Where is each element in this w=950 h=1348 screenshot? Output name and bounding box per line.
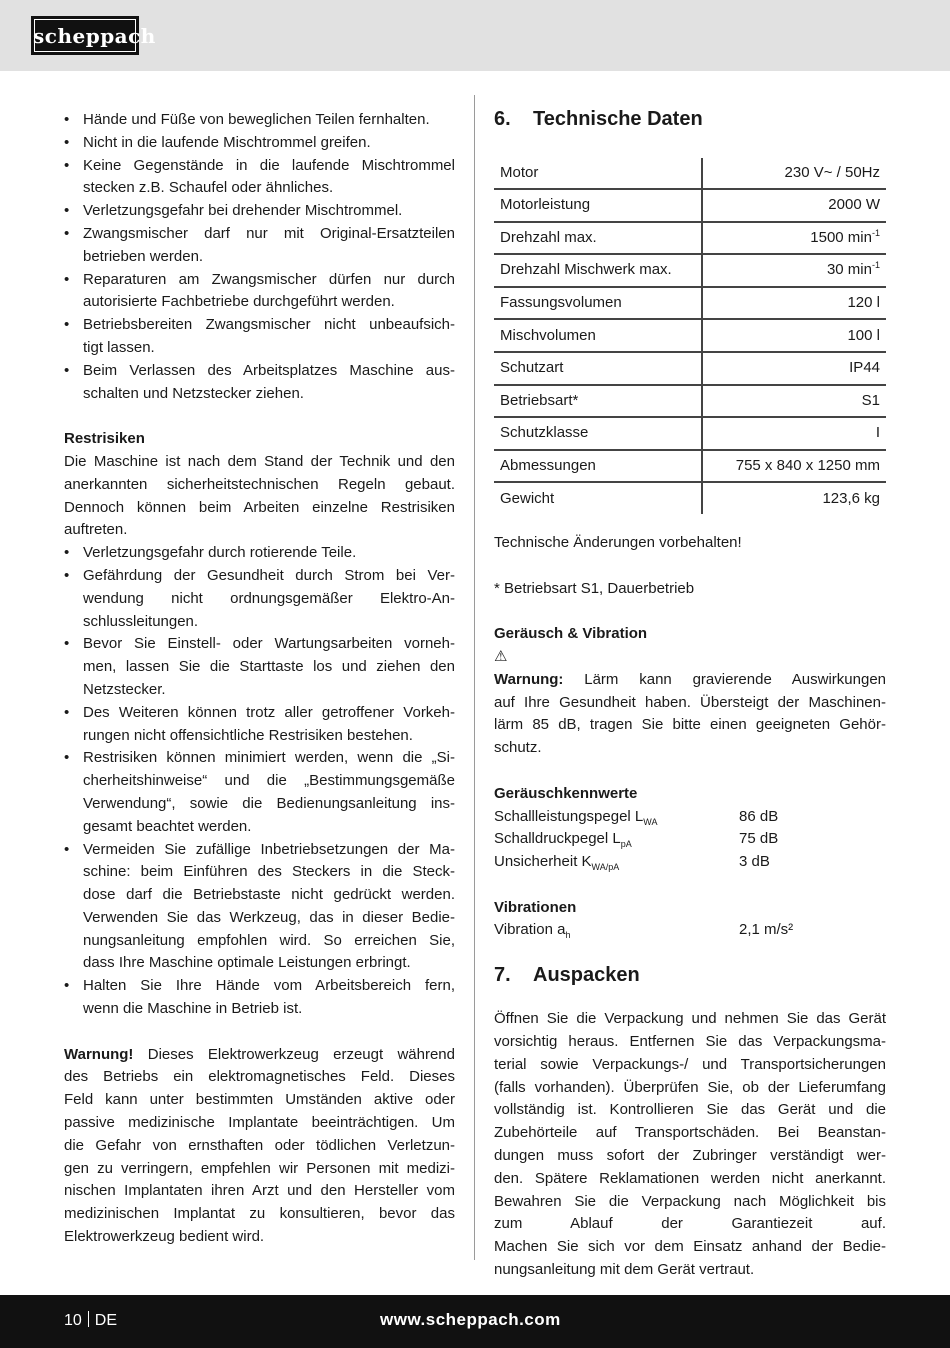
tech-label: Abmessungen (494, 450, 702, 483)
bullet-item (64, 200, 455, 223)
text-line: • Bevor Sie Einstell- oder Wartungsarbeiten vorneh- (83, 635, 455, 653)
text-line: gen zu verringern, empfehlen wir Personen mit medizi- (64, 1159, 455, 1177)
tech-row (494, 189, 886, 222)
restrisiken-bullet-list (64, 542, 455, 1021)
text-line: rungen nicht offensichtliche Restrisiken bestehen. (83, 726, 413, 744)
text-line: dose darf die Betriebstaste nicht gedrückt werden. (83, 886, 455, 904)
tech-row (494, 482, 886, 514)
text-line: Dieses Elektrowerkzeug erzeugt während (133, 1045, 455, 1063)
bullet-item (64, 633, 455, 701)
tech-label: Motorleistung (494, 189, 702, 222)
tech-value: 230 V~ / 50Hz (702, 158, 886, 189)
tech-row (494, 417, 886, 450)
warning-label: Warnung! (64, 1045, 134, 1063)
tech-label: Schutzart (494, 352, 702, 385)
betriebsart-note: * Betriebsart S1, Dauerbetrieb (494, 579, 695, 597)
measurement-value: 2,1 m/s² (739, 921, 794, 939)
text-line: anerkannten sicherheitstechnischen Regeln gebaut. (64, 475, 455, 493)
warning-label: Warnung: (494, 670, 564, 688)
text-line: betrieben werden. (83, 247, 204, 265)
text-line: • Hände und Füße von beweglichen Teilen fernhalten. (83, 111, 430, 128)
restrisiken-heading: Restrisiken (64, 430, 145, 448)
text-line: cherheitshinweise“ und die „Bestimmungsgemäße (83, 772, 455, 790)
tech-row (494, 319, 886, 352)
text-line: passive medizinische Implantate beeinträchtigen. Um (64, 1114, 455, 1132)
website-url: www.scheppach.com (380, 1310, 561, 1329)
tech-row (494, 385, 886, 418)
text-line: Machen Sie sich vor dem Einsatz anhand der Bedie- (494, 1238, 886, 1256)
tech-label: Gewicht (494, 482, 702, 514)
text-line: • Reparaturen am Zwangsmischer dürfen nur durch (83, 270, 455, 288)
text-line: • Beim Verlassen des Arbeitsplatzes Maschine aus- (83, 361, 455, 379)
text-line: • Verletzungsgefahr bei drehender Mischtrommel. (83, 202, 403, 220)
text-line: Lärm kann gravierende Auswirkungen (563, 670, 886, 688)
section-6-title: 6. Technische Daten (494, 108, 703, 130)
vibration-values-list (494, 919, 886, 942)
text-line: • Zwangsmischer darf nur mit Original-Ersatzteilen (83, 224, 455, 242)
text-line: • Vermeiden Sie zufällige Inbetriebsetzungen der Ma- (83, 840, 455, 858)
noise-values-heading: Geräuschkennwerte (494, 784, 638, 802)
text-line: gesamt beachtet werden. (83, 817, 252, 835)
text-line: Verwendung“, sowie die Bedienungsanleitung ins- (83, 794, 455, 812)
brand-logo: scheppach (31, 16, 139, 55)
text-line: stecken z.B. Schaufel oder ähnliches. (83, 179, 334, 197)
restrisiken-intro (64, 451, 455, 542)
text-line: • Betriebsbereiten Zwangsmischer nicht unbeaufsich- (83, 316, 455, 334)
tech-label: Mischvolumen (494, 319, 702, 352)
tech-label: Betriebsart* (494, 385, 702, 418)
text-line: Netzstecker. (83, 680, 166, 698)
tech-row (494, 450, 886, 483)
bullet-item (64, 155, 455, 201)
text-line: nischen Implantaten ihren Arzt und den Hersteller vom (64, 1182, 455, 1200)
text-line: men, lassen Sie die Starttaste los und ziehen den (83, 658, 455, 676)
bullet-item (64, 360, 455, 406)
changes-note: Technische Änderungen vorbehalten! (494, 533, 742, 551)
tech-label: Fassungsvolumen (494, 287, 702, 320)
bullet-item (64, 702, 455, 748)
bullet-item (64, 975, 455, 1021)
text-line: schlussleitungen. (83, 612, 199, 630)
tech-label: Motor (494, 158, 702, 189)
safety-bullet-list (64, 109, 455, 405)
tech-row (494, 287, 886, 320)
measurement-value: 3 dB (739, 853, 770, 871)
emf-warning (64, 1044, 455, 1249)
text-line: dungen muss sofort der Zubringer verständigt wer- (494, 1147, 886, 1165)
vibration-heading: Vibrationen (494, 898, 577, 916)
bullet-item (64, 747, 455, 838)
tech-value: 100 l (702, 319, 886, 352)
tech-value: 120 l (702, 287, 886, 320)
page-separator (88, 1311, 89, 1327)
text-line: tigt lassen. (83, 338, 155, 356)
bullet-item (64, 314, 455, 360)
tech-label: Schutzklasse (494, 417, 702, 450)
text-line: vollständig ist. Kontrollieren Sie das Gerät und die (494, 1101, 886, 1119)
text-line: dass Ihre Maschine optimale Leistungen erbringt. (83, 954, 411, 972)
page-number: 10 DE (64, 1312, 118, 1329)
text-line: • Nicht in die laufende Mischtrommel greifen. (83, 133, 371, 151)
text-line: medizinischen Implantat zu konsultieren, bevor das (64, 1205, 455, 1223)
text-line: Dennoch können beim Arbeiten einzelne Restrisiken (64, 498, 455, 516)
bullet-item (64, 223, 455, 269)
text-line: • Keine Gegenstände in die laufende Mischtrommel (83, 156, 455, 174)
text-line: Verwenden Sie das Werkzeug, das in dieser Bedie- (83, 908, 455, 926)
text-line: die Gefahr von ernsthaften oder tödlichen Verletzun- (64, 1136, 455, 1154)
text-line: des Betriebs ein elektromagnetisches Feld. Dieses (64, 1068, 455, 1086)
measurement-row (494, 828, 886, 851)
text-line: • Verletzungsgefahr durch rotierende Teile. (83, 544, 357, 562)
bullet-item (64, 839, 455, 976)
left-column (64, 109, 455, 1249)
section-7-title: 7. Auspacken (494, 964, 640, 987)
right-column (494, 106, 886, 1282)
tech-value: 1500 $\min^{-1}$ (702, 222, 886, 255)
text-line: terial sowie Verpackungs-/ und Transportsicherungen (494, 1055, 886, 1073)
text-line: Feld kann unter bestimmten Umständen aktive oder (64, 1091, 455, 1109)
warning-triangle-icon: ⚠ (494, 647, 508, 665)
noise-vibration-heading: Geräusch & Vibration (494, 625, 648, 643)
tech-row (494, 222, 886, 255)
tech-row (494, 254, 886, 287)
bullet-item (64, 269, 455, 315)
tech-row (494, 158, 886, 189)
bullet-item (64, 109, 455, 132)
text-line: • Des Weiteren können trotz aller getroffener Vorkeh- (83, 703, 455, 721)
tech-label: Drehzahl max. (494, 222, 702, 255)
text-line: • Halten Sie Ihre Hände vom Arbeitsbereich fern, (83, 977, 455, 995)
tech-value: IP44 (702, 352, 886, 385)
noise-warning (494, 646, 886, 760)
text-line: Die Maschine ist nach dem Stand der Technik und den (64, 452, 455, 470)
text-line: schalten und Netzstecker ziehen. (83, 384, 304, 402)
tech-value: 755 x 840 x 1250 mm (702, 450, 886, 483)
text-line: zum Ablauf der Garantiezeit auf. (494, 1215, 886, 1233)
text-line: nungsanleitung mit dem Gerät vertraut. (494, 1261, 755, 1279)
measurement-value: 75 dB (739, 830, 779, 848)
text-line: • Gefährdung der Gesundheit durch Strom bei Ver- (83, 566, 455, 584)
tech-value: I (702, 417, 886, 450)
bullet-item (64, 542, 455, 565)
tech-value: 30 $\min^{-1}$ (702, 254, 886, 287)
text-line: wendung nicht ordnungsgemäßer Elektro-An- (83, 589, 455, 607)
text-line: wenn die Maschine in Betrieb ist. (83, 1000, 303, 1018)
text-line: autorisierte Fachbetriebe durchgeführt werden. (83, 293, 395, 311)
column-divider (474, 95, 475, 1260)
text-line: Bewahren Sie die Verpackung nach Möglichkeit bis (494, 1192, 886, 1210)
text-line: Zubehörteile auf Transportschäden. Bei Beanstan- (494, 1124, 886, 1142)
measurement-value: 86 dB (739, 807, 779, 825)
language-code: DE (94, 1312, 118, 1329)
measurement-label: Vibration $a_h$ (494, 921, 571, 941)
measurement-label: Schalldruckpegel $L_{pA}$ (494, 830, 632, 850)
text-line: schine: beim Einführen des Steckers in die Steck- (83, 863, 455, 881)
measurement-row (494, 919, 886, 942)
tech-value: 2000 W (702, 189, 886, 222)
text-line: auf Ihre Gesundheit haben. Übersteigt der Maschinen- (494, 693, 886, 711)
tech-value: 123,6 kg (822, 489, 880, 507)
tech-data-table (494, 158, 886, 514)
text-line: lärm 85 dB, tragen Sie bitte einen geeigneten Gehör- (494, 716, 886, 734)
page-header (0, 0, 950, 71)
noise-values-list (494, 806, 886, 874)
text-line: (falls vorhanden). Überprüfen Sie, ob der Lieferumfang (494, 1078, 886, 1096)
bullet-item (64, 565, 455, 633)
text-line: vorsichtig heraus. Entfernen Sie das Verpackungsma- (494, 1033, 886, 1051)
measurement-row (494, 806, 886, 829)
tech-label: Drehzahl Mischwerk max. (494, 254, 702, 287)
auspacken-text (494, 1008, 886, 1282)
page-footer (0, 1295, 950, 1348)
text-line: Elektrowerkzeug bedient wird. (64, 1228, 265, 1246)
measurement-label: Schallleistungspegel $L_{WA}$ (494, 807, 658, 827)
measurement-row (494, 851, 886, 874)
text-line: Öffnen Sie die Verpackung und nehmen Sie das Gerät (494, 1010, 886, 1028)
text-line: nungsanleitung empfohlen wird. So erreichen Sie, (83, 931, 455, 949)
text-line: • Restrisiken können minimiert werden, wenn die „Si- (83, 749, 455, 767)
measurement-label: Unsicherheit $K_{WA/pA}$ (494, 853, 620, 873)
text-line: schutz. (494, 739, 542, 757)
text-line: auftreten. (64, 521, 128, 539)
tech-value: S1 (702, 385, 886, 418)
text-line: den. Spätere Reklamationen werden nicht anerkannt. (494, 1169, 886, 1187)
tech-row (494, 352, 886, 385)
bullet-item (64, 132, 455, 155)
